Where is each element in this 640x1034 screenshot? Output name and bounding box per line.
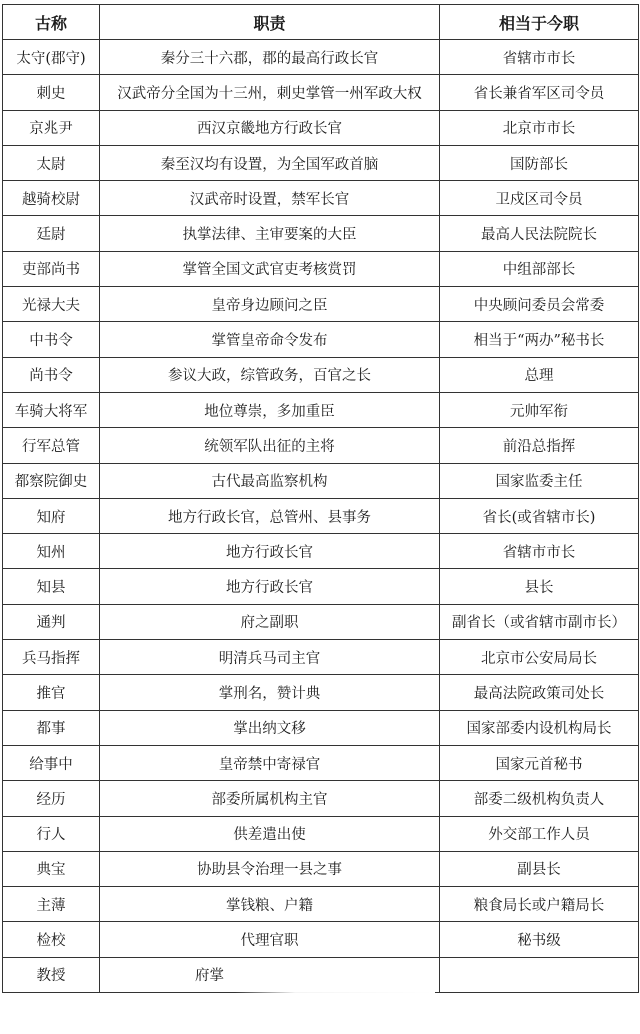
cell-modern-equivalent: 副省长（或省辖市副市长） xyxy=(440,604,639,639)
table-row xyxy=(3,181,639,216)
cell-duty: 皇帝身边顾问之臣 xyxy=(100,287,440,322)
cell-ancient-title: 太守(郡守) xyxy=(3,40,100,75)
cell-duty: 统领军队出征的主将 xyxy=(100,428,440,463)
cell-duty: 秦至汉均有设置，为全国军政首脑 xyxy=(100,145,440,180)
cell-modern-equivalent xyxy=(440,957,639,992)
cell-modern-equivalent: 北京市公安局局长 xyxy=(440,640,639,675)
cell-ancient-title: 兵马指挥 xyxy=(3,640,100,675)
table-body xyxy=(3,40,639,993)
cell-ancient-title: 吏部尚书 xyxy=(3,251,100,286)
cell-modern-equivalent: 元帅军衔 xyxy=(440,392,639,427)
cell-modern-equivalent: 省辖市市长 xyxy=(440,40,639,75)
cell-modern-equivalent: 国家部委内设机构局长 xyxy=(440,710,639,745)
cell-ancient-title: 中书令 xyxy=(3,322,100,357)
cell-duty: 掌出纳文移 xyxy=(100,710,440,745)
cell-ancient-title: 推官 xyxy=(3,675,100,710)
cell-modern-equivalent: 省长(或省辖市长) xyxy=(440,498,639,533)
table-row xyxy=(3,110,639,145)
header-modern-equivalent: 相当于今职 xyxy=(440,5,639,40)
cell-modern-equivalent: 外交部工作人员 xyxy=(440,816,639,851)
cell-ancient-title: 廷尉 xyxy=(3,216,100,251)
table-row xyxy=(3,816,639,851)
cell-ancient-title: 刺史 xyxy=(3,75,100,110)
cell-modern-equivalent: 最高法院政策司处长 xyxy=(440,675,639,710)
table-row xyxy=(3,745,639,780)
cell-duty: 地方行政长官 xyxy=(100,569,440,604)
table-row xyxy=(3,781,639,816)
cell-ancient-title: 教授 xyxy=(3,957,100,992)
table-row xyxy=(3,675,639,710)
cell-duty: 地方行政长官 xyxy=(100,534,440,569)
table-row xyxy=(3,640,639,675)
cell-modern-equivalent: 卫戍区司令员 xyxy=(440,181,639,216)
table-row xyxy=(3,75,639,110)
cell-duty: 部委所属机构主官 xyxy=(100,781,440,816)
cell-modern-equivalent: 总理 xyxy=(440,357,639,392)
cell-duty: 地位尊崇，多加重臣 xyxy=(100,392,440,427)
cell-ancient-title: 知府 xyxy=(3,498,100,533)
cell-ancient-title: 主薄 xyxy=(3,887,100,922)
cell-duty: 明清兵马司主官 xyxy=(100,640,440,675)
cell-modern-equivalent: 相当于“两办”秘书长 xyxy=(440,322,639,357)
cell-modern-equivalent: 北京市市长 xyxy=(440,110,639,145)
cell-modern-equivalent: 国防部长 xyxy=(440,145,639,180)
cell-ancient-title: 行人 xyxy=(3,816,100,851)
cell-ancient-title: 车骑大将军 xyxy=(3,392,100,427)
table-row xyxy=(3,322,639,357)
cell-duty: 代理官职 xyxy=(100,922,440,957)
cell-ancient-title: 行军总管 xyxy=(3,428,100,463)
cell-duty: 掌钱粮、户籍 xyxy=(100,887,440,922)
table-row xyxy=(3,922,639,957)
table-row xyxy=(3,392,639,427)
cell-duty: 地方行政长官，总管州、县事务 xyxy=(100,498,440,533)
cell-duty: 参议大政，综管政务，百官之长 xyxy=(100,357,440,392)
officials-comparison-table xyxy=(2,4,639,993)
cell-ancient-title: 通判 xyxy=(3,604,100,639)
header-ancient-title: 古称 xyxy=(3,5,100,40)
cell-duty: 执掌法律、主审要案的大臣 xyxy=(100,216,440,251)
cell-modern-equivalent: 中央顾问委员会常委 xyxy=(440,287,639,322)
table-row xyxy=(3,887,639,922)
cell-modern-equivalent: 前沿总指挥 xyxy=(440,428,639,463)
cell-modern-equivalent: 省长兼省军区司令员 xyxy=(440,75,639,110)
cell-duty: 秦分三十六郡，郡的最高行政长官 xyxy=(100,40,440,75)
cell-modern-equivalent: 国家元首秘书 xyxy=(440,745,639,780)
table-row xyxy=(3,251,639,286)
cell-duty: 皇帝禁中寄禄官 xyxy=(100,745,440,780)
cell-ancient-title: 光禄大夫 xyxy=(3,287,100,322)
table-row xyxy=(3,710,639,745)
cell-duty: 汉武帝分全国为十三州，刺史掌管一州军政大权 xyxy=(100,75,440,110)
cell-duty: 协助县令治理一县之事 xyxy=(100,851,440,886)
cell-modern-equivalent: 秘书级 xyxy=(440,922,639,957)
cell-ancient-title: 典宝 xyxy=(3,851,100,886)
table-row xyxy=(3,851,639,886)
table-header-row xyxy=(3,5,639,40)
cell-ancient-title: 都察院御史 xyxy=(3,463,100,498)
cell-modern-equivalent: 粮食局长或户籍局长 xyxy=(440,887,639,922)
faded-overlay xyxy=(235,968,435,994)
cell-ancient-title: 京兆尹 xyxy=(3,110,100,145)
table-row xyxy=(3,216,639,251)
table-row xyxy=(3,40,639,75)
cell-duty: 西汉京畿地方行政长官 xyxy=(100,110,440,145)
cell-duty: 府掌 xyxy=(100,957,440,992)
cell-duty: 汉武帝时设置，禁军长官 xyxy=(100,181,440,216)
table-row xyxy=(3,569,639,604)
cell-ancient-title: 都事 xyxy=(3,710,100,745)
cell-ancient-title: 太尉 xyxy=(3,145,100,180)
table-row xyxy=(3,463,639,498)
table-row xyxy=(3,357,639,392)
cell-duty: 府之副职 xyxy=(100,604,440,639)
cell-ancient-title: 知州 xyxy=(3,534,100,569)
cell-ancient-title: 给事中 xyxy=(3,745,100,780)
cell-ancient-title: 越骑校尉 xyxy=(3,181,100,216)
cell-duty: 古代最高监察机构 xyxy=(100,463,440,498)
cell-modern-equivalent: 最高人民法院院长 xyxy=(440,216,639,251)
cell-duty: 掌管全国文武官吏考核赏罚 xyxy=(100,251,440,286)
cell-modern-equivalent: 县长 xyxy=(440,569,639,604)
cell-ancient-title: 尚书令 xyxy=(3,357,100,392)
cell-duty: 掌管皇帝命令发布 xyxy=(100,322,440,357)
cell-ancient-title: 检校 xyxy=(3,922,100,957)
cell-duty: 掌刑名，赞计典 xyxy=(100,675,440,710)
cell-duty: 供差遣出使 xyxy=(100,816,440,851)
cell-ancient-title: 知县 xyxy=(3,569,100,604)
table-row xyxy=(3,428,639,463)
cell-modern-equivalent: 中组部部长 xyxy=(440,251,639,286)
table-row xyxy=(3,145,639,180)
cell-modern-equivalent: 副县长 xyxy=(440,851,639,886)
table-row xyxy=(3,287,639,322)
cell-modern-equivalent: 省辖市市长 xyxy=(440,534,639,569)
cell-modern-equivalent: 国家监委主任 xyxy=(440,463,639,498)
header-duties: 职责 xyxy=(100,5,440,40)
table-row xyxy=(3,498,639,533)
officials-comparison-sheet xyxy=(2,4,638,993)
cell-ancient-title: 经历 xyxy=(3,781,100,816)
table-row xyxy=(3,604,639,639)
table-row xyxy=(3,534,639,569)
cell-modern-equivalent: 部委二级机构负责人 xyxy=(440,781,639,816)
